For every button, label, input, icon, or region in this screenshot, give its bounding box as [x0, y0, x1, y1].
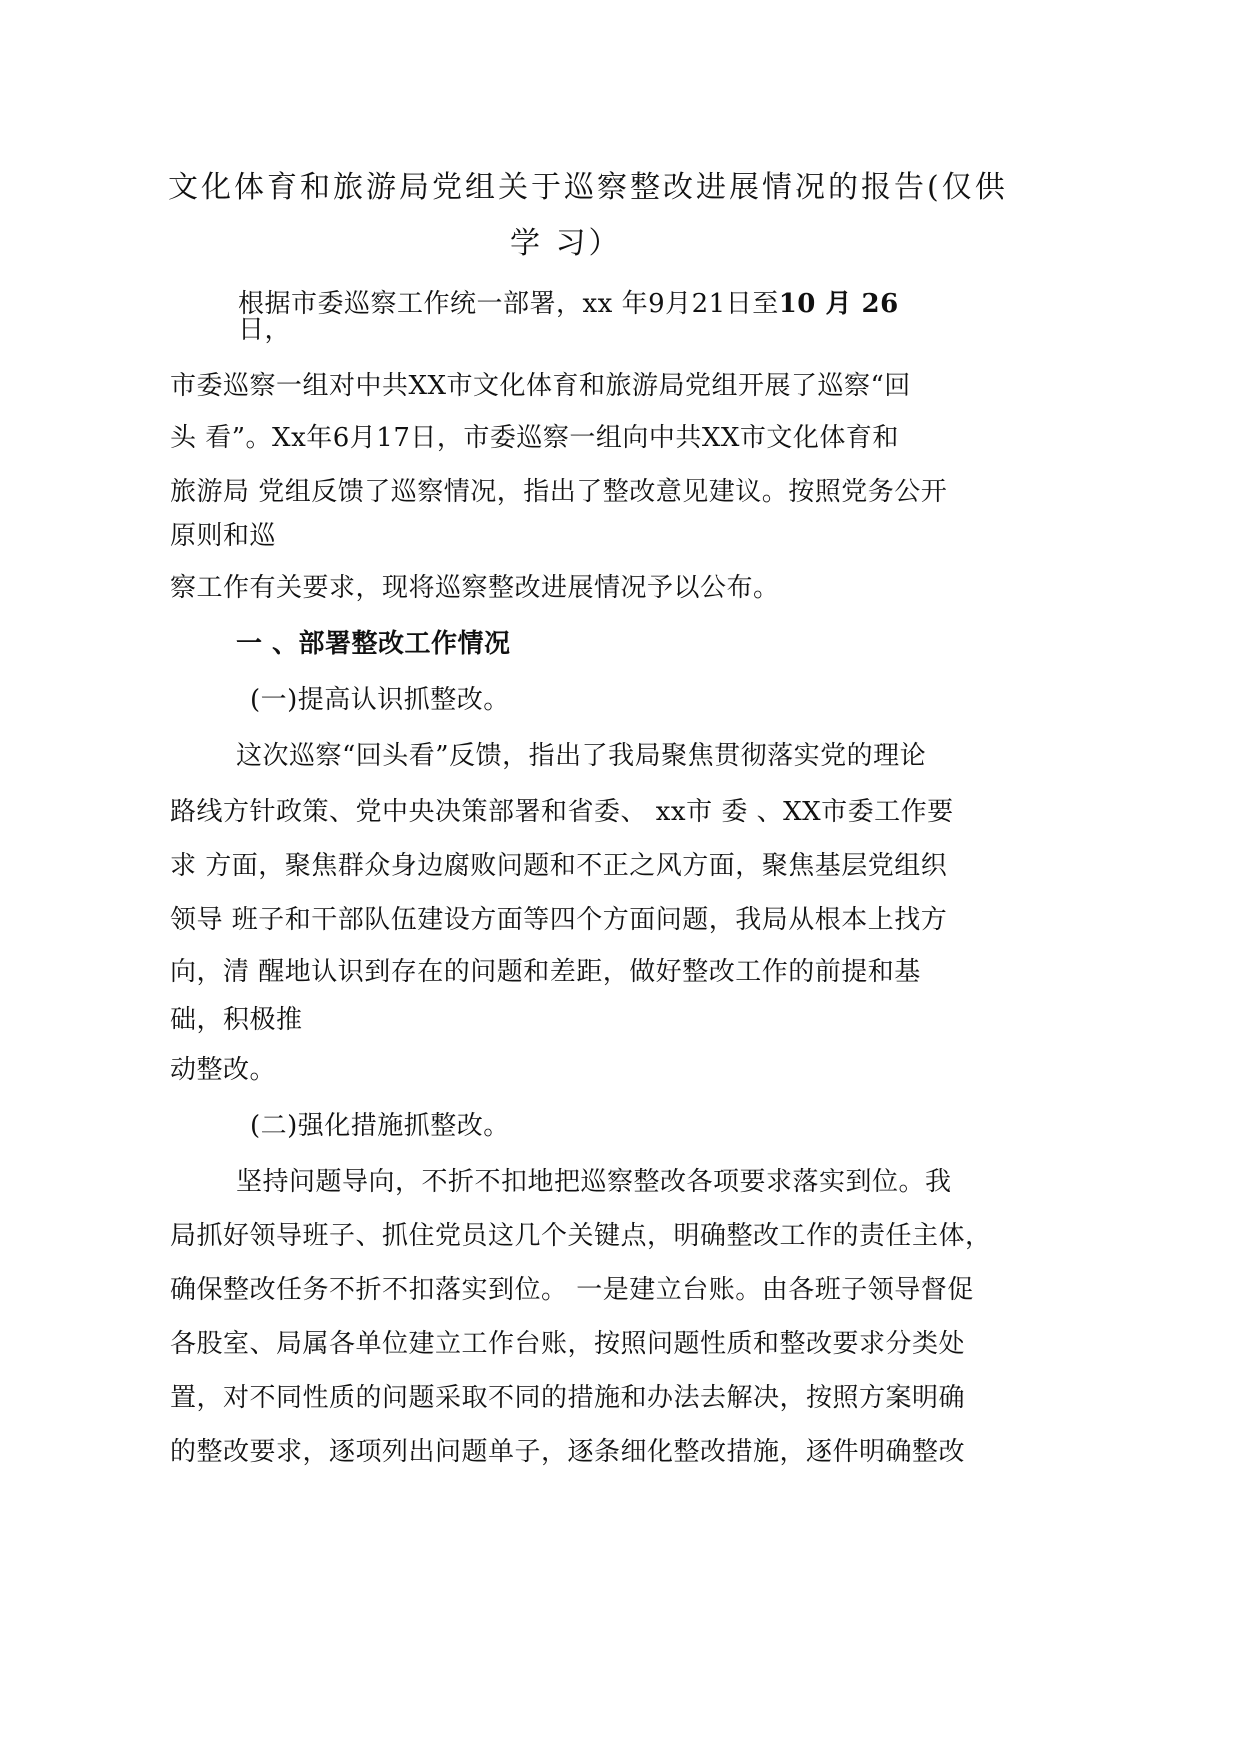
- sub1-paragraph-line: 领导 班子和干部队伍建设方面等四个方面问题，我局从根本上找方: [170, 905, 948, 935]
- subsection-heading-2: (二)强化措施抓整改。: [250, 1111, 510, 1141]
- intro-line-2: 日，: [238, 315, 292, 345]
- sub2-paragraph-line: 局抓好领导班子、抓住党员这几个关键点，明确整改工作的责任主体，: [170, 1221, 992, 1251]
- intro-line-7: 察工作有关要求，现将巡察整改进展情况予以公布。: [170, 573, 780, 603]
- sub2-paragraph-line: 置，对不同性质的问题采取不同的措施和办法去解决，按照方案明确: [170, 1383, 966, 1413]
- sub2-paragraph-line: 的整改要求，逐项列出问题单子，逐条细化整改措施，逐件明确整改: [170, 1437, 966, 1467]
- sub1-paragraph-line: 础，积极推: [170, 1005, 303, 1035]
- sub1-paragraph-line: 路线方针政策、党中央决策部署和省委、 xx市 委 、XX市委工作要: [170, 797, 954, 827]
- sub1-paragraph-line: 求 方面，聚焦群众身边腐败问题和不正之风方面，聚焦基层党组织: [170, 851, 948, 881]
- sub1-paragraph-line: 动整改。: [170, 1055, 277, 1085]
- sub1-paragraph-line: 这次巡察“回头看”反馈，指出了我局聚焦贯彻落实党的理论: [236, 741, 927, 771]
- sub2-paragraph-line: 确保整改任务不折不扣落实到位。 一是建立台账。由各班子领导督促: [170, 1275, 974, 1305]
- intro-line-5: 旅游局 党组反馈了巡察情况，指出了整改意见建议。按照党务公开: [170, 477, 948, 507]
- document-title-line-2: 学 习）: [510, 226, 622, 261]
- intro-line-6: 原则和巡: [170, 521, 277, 551]
- subsection-heading-1: (一)提高认识抓整改。: [250, 685, 510, 715]
- section-heading-1: 一 、部署整改工作情况: [236, 629, 511, 659]
- document-title-line-1: 文化体育和旅游局党组关于巡察整改进展情况的报告(仅供: [168, 170, 1008, 205]
- intro-line-1: [238, 288, 899, 320]
- intro-line-1-text: 根据市委巡察工作统一部署，xx 年9月21日至: [238, 289, 779, 319]
- intro-line-3: 市委巡察一组对中共XX市文化体育和旅游局党组开展了巡察“回: [170, 371, 911, 401]
- intro-line-1-date: 10 月 26: [778, 289, 899, 319]
- sub2-paragraph-line: 坚持问题导向，不折不扣地把巡察整改各项要求落实到位。我: [236, 1167, 952, 1197]
- intro-line-4: 头 看”。Xx年6月17日，市委巡察一组向中共XX市文化体育和: [170, 423, 899, 453]
- sub1-paragraph-line: 向，清 醒地认识到存在的问题和差距，做好整改工作的前提和基: [170, 957, 921, 987]
- sub2-paragraph-line: 各股室、局属各单位建立工作台账，按照问题性质和整改要求分类处: [170, 1329, 966, 1359]
